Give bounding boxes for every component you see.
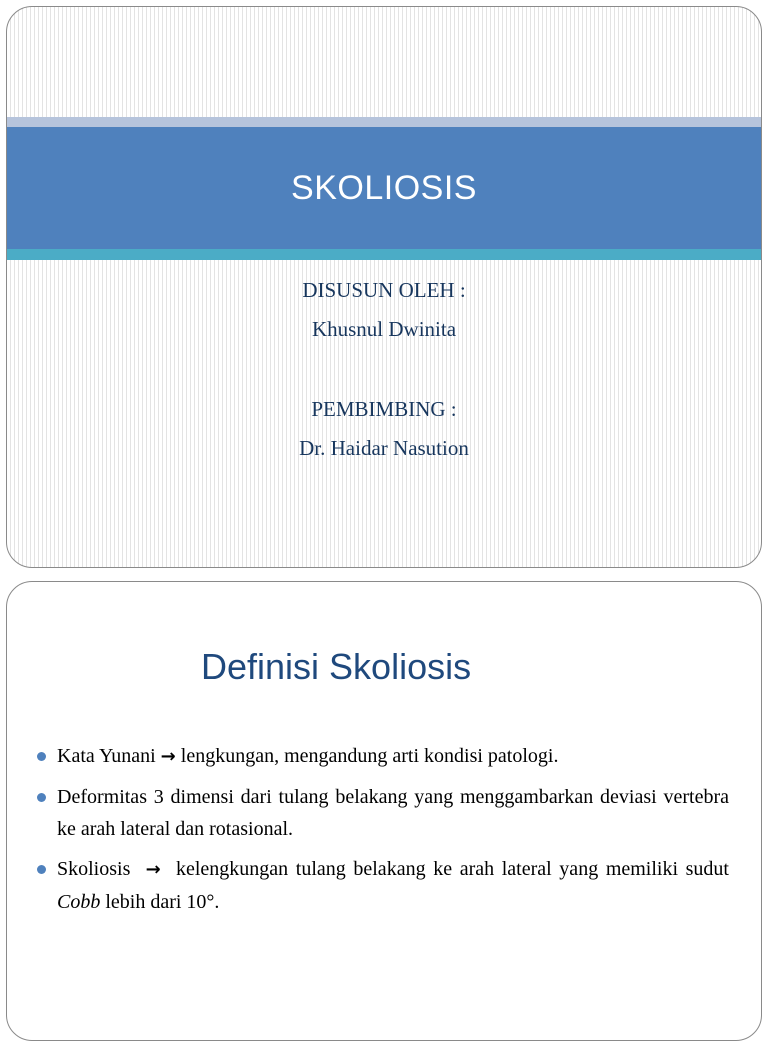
bullet-text: Deformitas 3 dimensi dari tulang belakang yang menggambarkan deviasi vertebra ke arah lateral dan rotasional. <box>57 786 729 840</box>
bullet-text-end: lebih dari 10°. <box>105 891 220 913</box>
bullet-text-start: Kata Yunani <box>57 745 156 767</box>
title-slide <box>6 6 762 568</box>
bullet-text-end: lengkungan, mengandung arti kondisi patologi. <box>180 745 559 767</box>
bullet-dot-icon <box>37 793 46 802</box>
bullet-text-italic: Cobb <box>57 891 101 913</box>
bullet-list <box>35 740 729 926</box>
bullet-text-middle: kelengkungan tulang belakang ke arah lateral yang memiliki sudut <box>175 858 729 880</box>
supervisor-name: Dr. Haidar Nasution <box>299 436 469 460</box>
bullet-text-start: Skoliosis <box>57 858 131 880</box>
supervisor-label: PEMBIMBING : <box>311 397 457 421</box>
list-item <box>35 781 729 845</box>
slide-title: SKOLIOSIS <box>291 168 477 207</box>
title-band-top-stripe <box>7 117 761 127</box>
definition-title: Definisi Skoliosis <box>201 646 472 687</box>
bullet-dot-icon <box>37 752 46 761</box>
definition-slide <box>6 581 762 1041</box>
list-item <box>35 853 729 918</box>
title-band <box>7 127 761 249</box>
bullet-dot-icon <box>37 865 46 874</box>
list-item <box>35 740 729 773</box>
title-band-bottom-stripe <box>7 249 761 260</box>
right-arrow-icon: → <box>160 746 176 767</box>
right-arrow-icon: → <box>145 859 161 880</box>
author-label: DISUSUN OLEH : <box>302 278 466 302</box>
author-name: Khusnul Dwinita <box>311 317 457 341</box>
